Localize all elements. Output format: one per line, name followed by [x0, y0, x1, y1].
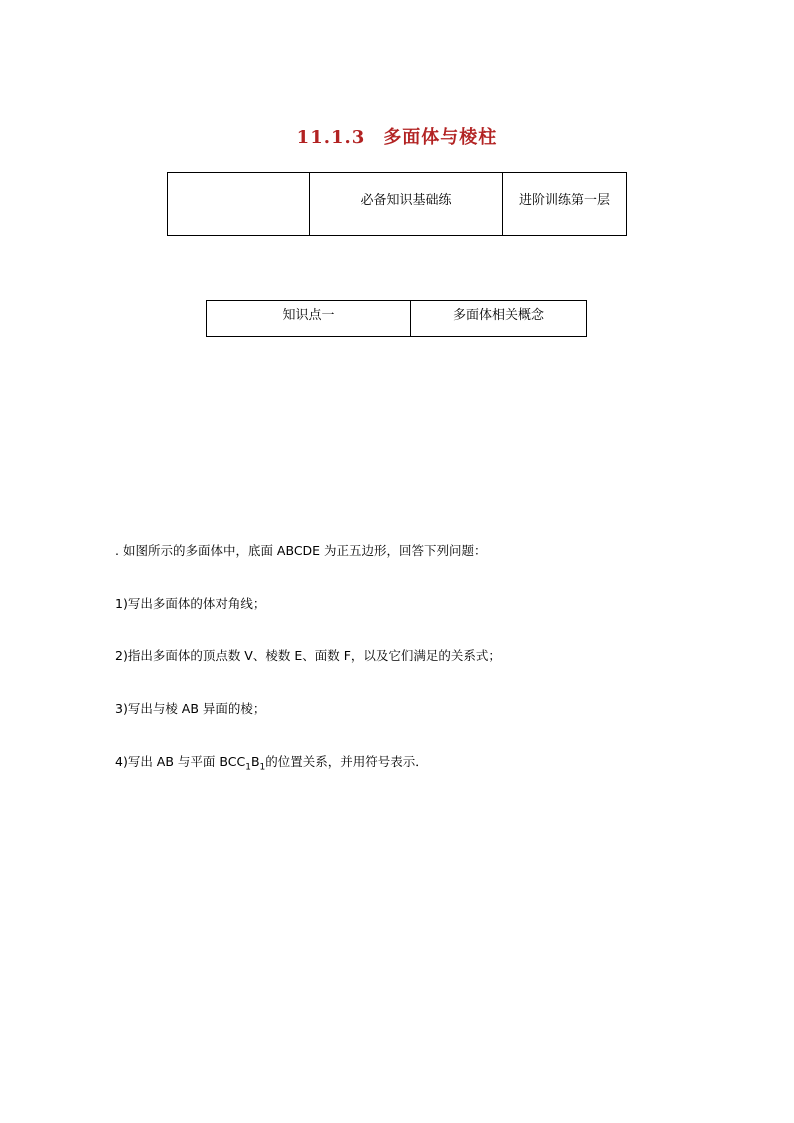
part4-suffix: 的位置关系，并用符号表示．	[265, 754, 428, 769]
knowledge-point-table	[206, 300, 587, 337]
section-number: 11.1.3	[296, 127, 366, 148]
knowledge-point-topic: 多面体相关概念	[411, 301, 587, 337]
section-title: 多面体与棱柱	[383, 127, 498, 148]
page-title	[0, 123, 794, 149]
question-part-2: 2)指出多面体的顶点数 V、棱数 E、面数 F，以及它们满足的关系式；	[115, 648, 501, 663]
question-part-1: 1)写出多面体的体对角线；	[115, 596, 266, 611]
question-intro: . 如图所示的多面体中，底面 ABCDE 为正五边形，回答下列问题：	[115, 543, 487, 558]
knowledge-point-label: 知识点一	[207, 301, 411, 337]
part4-prefix: 4)写出 AB 与平面 BCC	[115, 754, 246, 769]
header-cell-advanced-training: 进阶训练第一层	[503, 173, 627, 236]
question-part-3: 3)写出与棱 AB 异面的棱；	[115, 701, 266, 716]
part4-mid: B	[250, 754, 260, 769]
header-cell-basic-practice: 必备知识基础练	[310, 173, 503, 236]
question-part-4	[115, 752, 428, 773]
part4-subscript-1: 1	[245, 762, 251, 773]
header-cell-empty	[168, 173, 310, 236]
header-table	[167, 172, 627, 236]
part4-subscript-2: 1	[259, 762, 266, 773]
